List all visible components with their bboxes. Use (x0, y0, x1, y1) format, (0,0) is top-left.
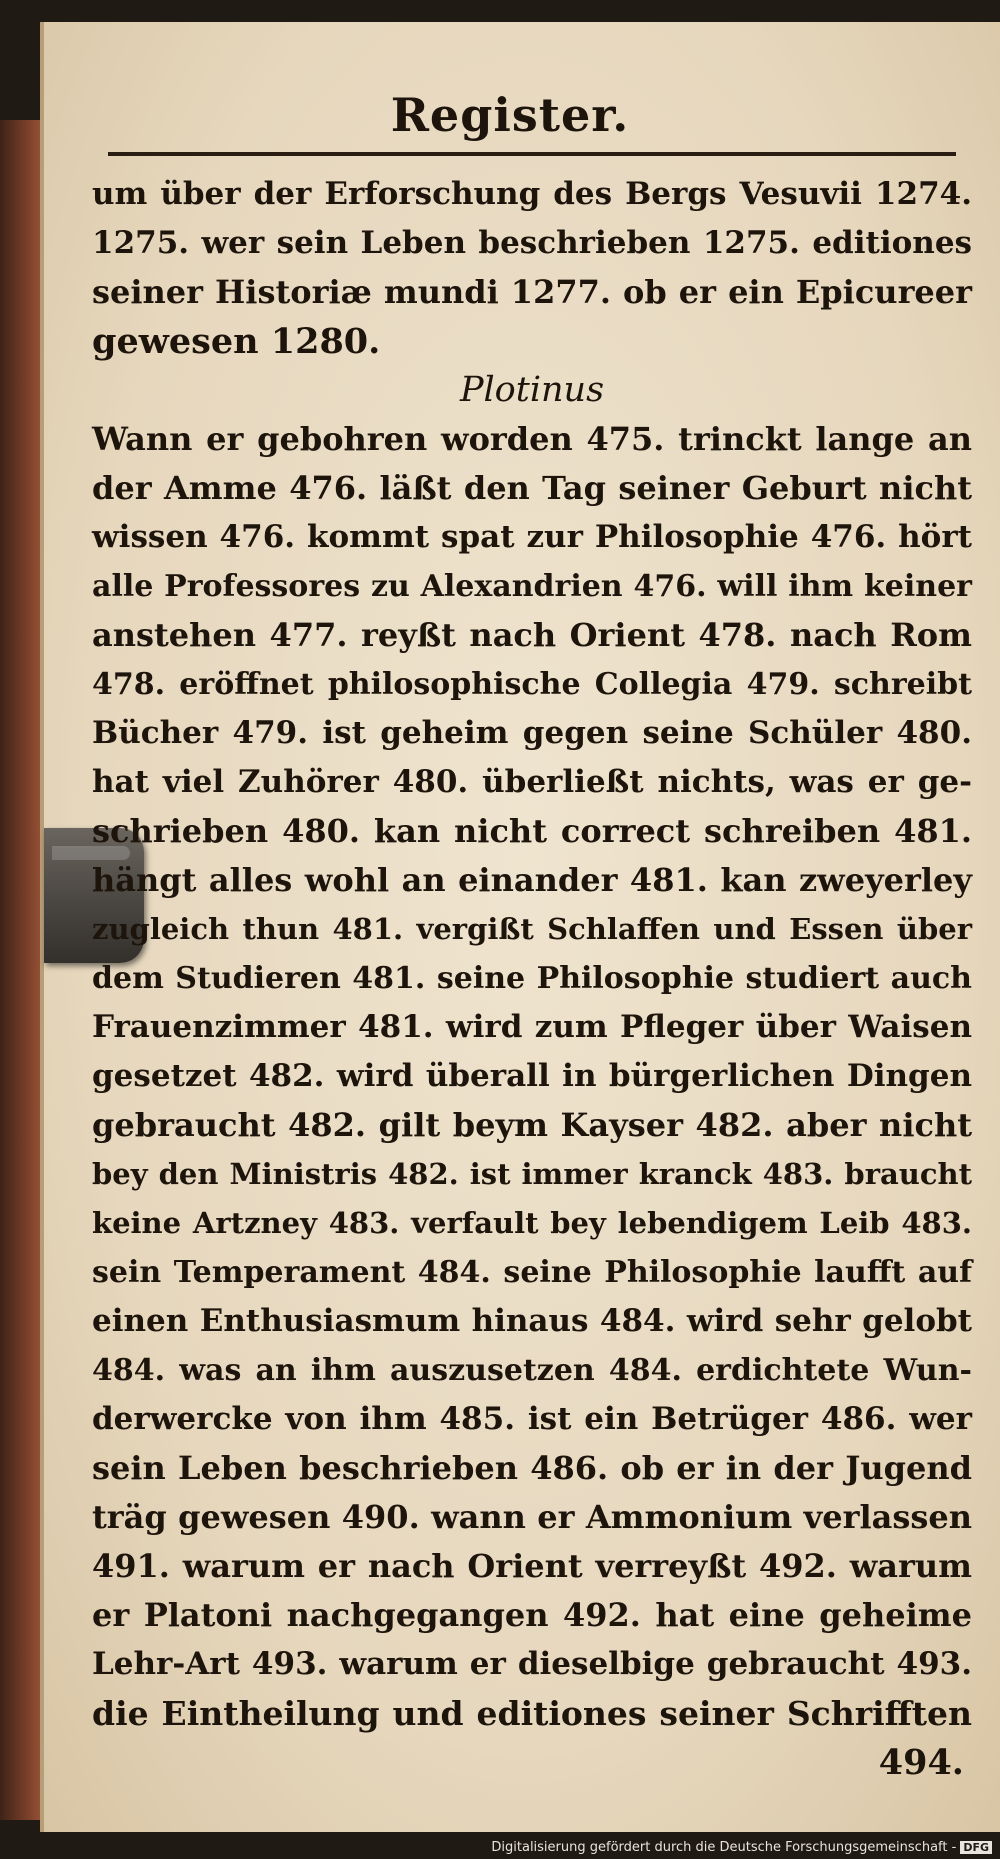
text-line: Lehr-Art 493. warum er dieselbige gebraucht 493. (92, 1646, 972, 1682)
register-text (92, 170, 972, 1787)
text-line: Frauenzimmer 481. wird zum Pfleger über Waisen (92, 1009, 972, 1045)
text-line: derwercke von ihm 485. ist ein Betrüger 486. wer (92, 1401, 972, 1437)
text-line: gewesen 1280. (92, 321, 381, 362)
text-line: 478. eröffnet philosophische Collegia 479. schreibt (92, 667, 972, 702)
text-line: um über der Erforschung des Bergs Vesuvii 1274. (92, 176, 972, 212)
text-line: schrieben 480. kan nicht correct schreiben 481. (92, 812, 972, 850)
text-line: Wann er gebohren worden 475. trinckt lange an (92, 420, 972, 458)
text-line: einen Enthusiasmum hinaus 484. wird sehr gelobt (92, 1303, 972, 1339)
text-line: hängt alles wohl an einander 481. kan zweyerley (92, 861, 972, 899)
text-line: anstehen 477. reyßt nach Orient 478. nach Rom (92, 616, 972, 654)
text-line: seiner Historiæ mundi 1277. ob er ein Epicureer (92, 273, 972, 311)
text-line: er Platoni nachgegangen 492. hat eine geheime (92, 1596, 972, 1634)
dfg-logo: DFG (960, 1841, 992, 1854)
entry-heading: Plotinus (459, 370, 605, 410)
text-line: wissen 476. kommt spat zur Philosophie 476. hört (92, 519, 972, 555)
page-header: Register. (390, 88, 630, 142)
text-line: 1275. wer sein Leben beschrieben 1275. editiones (92, 225, 972, 261)
text-line: keine Artzney 483. verfault bey lebendigem Leib 483. (92, 1206, 972, 1240)
text-line: sein Temperament 484. seine Philosophie laufft auf (92, 1255, 972, 1290)
text-line: sein Leben beschrieben 486. ob er in der Jugend (92, 1449, 972, 1487)
text-line: Bücher 479. ist geheim gegen seine Schüler 480. (92, 715, 972, 751)
credit-text: Digitalisierung gefördert durch die Deutsche Forschungsgemeinschaft - (491, 1840, 957, 1855)
text-line: der Amme 476. läßt den Tag seiner Geburt nicht (92, 469, 972, 507)
text-line: 484. was an ihm auszusetzen 484. erdichtete Wun- (92, 1353, 972, 1388)
header-rule (108, 152, 956, 156)
text-line: bey den Ministris 482. ist immer kranck 483. braucht (92, 1157, 972, 1191)
text-line: die Eintheilung und editiones seiner Schrifften (92, 1694, 972, 1733)
entry-final-page: 494. (878, 1742, 964, 1783)
text-line: träg gewesen 490. wann er Ammonium verlassen (92, 1498, 972, 1536)
text-line: gesetzet 482. wird überall in bürgerlichen Dingen (92, 1058, 972, 1094)
text-line: zugleich thun 481. vergißt Schlaffen und Essen über (92, 912, 972, 946)
text-line: gebraucht 482. gilt beym Kayser 482. aber nicht (92, 1106, 972, 1144)
text-line: alle Professores zu Alexandrien 476. will ihm keiner (92, 569, 972, 604)
digitization-credit (491, 1840, 992, 1855)
text-line: hat viel Zuhörer 480. überließt nichts, was er ge- (92, 764, 972, 800)
text-line: dem Studieren 481. seine Philosophie studiert auch (92, 961, 972, 996)
text-line: 491. warum er nach Orient verreyßt 492. warum (92, 1547, 972, 1585)
